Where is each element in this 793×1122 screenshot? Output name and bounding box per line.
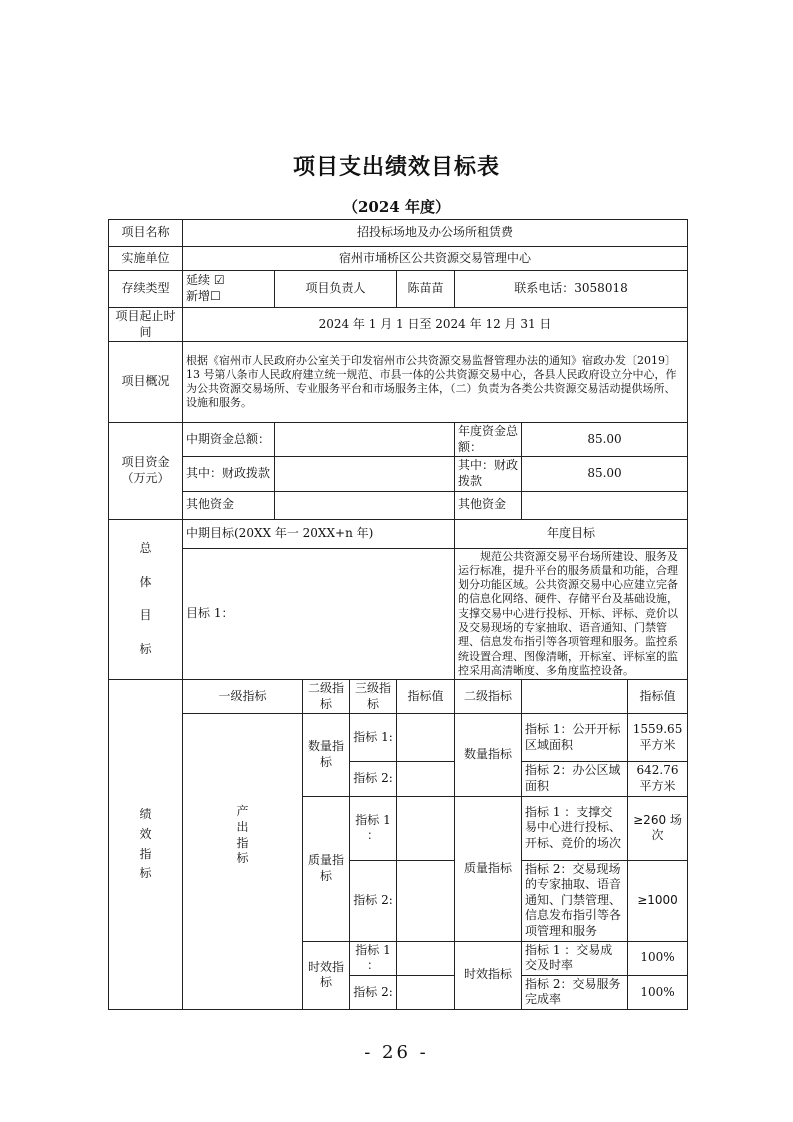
quality-ind1: 指标 1 ： — [350, 796, 397, 860]
mid-other-value — [275, 491, 455, 519]
quality-val1-text: ≥260 场次 — [628, 796, 688, 860]
performance-target-table — [108, 219, 688, 1010]
performance-indicators-label: 绩 效 指 标 — [109, 680, 183, 1010]
page-number: - 26 - — [364, 1042, 429, 1063]
indicator-blank-header — [522, 680, 628, 714]
mid-total-label: 中期资金总额： — [183, 423, 275, 457]
quantity-ind1: 指标 1: — [350, 714, 397, 762]
level3-header: 三级指标 — [350, 680, 397, 714]
annual-fiscal-label: 其中：财政拨款 — [455, 457, 522, 491]
quantity-label-2: 数量指标 — [455, 714, 522, 796]
timeliness-val1 — [397, 941, 455, 975]
quality-val2-text: ≥1000 — [628, 860, 688, 941]
annual-total-label: 年度资金总额： — [455, 423, 522, 457]
quality-val2 — [397, 860, 455, 941]
timeliness-ind1-text: 指标 1 ：交易成交及时率 — [522, 941, 628, 975]
funds-label: 项目资金（万元） — [109, 423, 183, 519]
unit-value: 宿州市埇桥区公共资源交易管理中心 — [183, 247, 688, 271]
quantity-val1 — [397, 714, 455, 762]
mid-total-value — [275, 423, 455, 457]
timeliness-ind2-text: 指标 2：交易服务完成率 — [522, 975, 628, 1009]
value2-header: 指标值 — [628, 680, 688, 714]
timeliness-ind2: 指标 2: — [350, 975, 397, 1009]
timeliness-val2 — [397, 975, 455, 1009]
annual-fiscal-value: 85.00 — [522, 457, 688, 491]
period-label: 项目起止时间 — [109, 308, 183, 342]
document-title: 项目支出绩效目标表 — [292, 155, 500, 180]
type-continue-checkbox: 延续 ☑ — [186, 273, 225, 288]
quality-ind2: 指标 2: — [350, 860, 397, 941]
overview-text: 根据《宿州市人民政府办公室关于印发宿州市公共资源交易监督管理办法的通知》宿政办发〔2019〕13 号第八条市人民政府建立统一规范、市县一体的公共资源交易中心，各县人民政府设立分中心，作为公共资源交易场所、专业服务平台和市场服务主体，（二）负责为各类公共资源交易活动提供场所、设施和服务。 — [183, 342, 688, 423]
timeliness-val2-text: 100% — [628, 975, 688, 1009]
quantity-label: 数量指标 — [303, 714, 350, 796]
quality-ind2-text: 指标 2：交易现场的专家抽取、语音通知、门禁管理、信息发布指引等各项管理和服务 — [522, 860, 628, 941]
mid-fiscal-label: 其中：财政拨款 — [183, 457, 275, 491]
quantity-ind2: 指标 2: — [350, 762, 397, 796]
annual-goal-text: 规范公共资源交易平台场所建设、服务及运行标准，提升平台的服务质量和功能，合理划分功能区域。公共资源交易中心应建立完备的信息化网络、硬件、存储平台及基础设施，支撑交易中心进行投标、开标、评标、竞价以及交易现场的专家抽取、语音通知、门禁管理、信息发布指引等各项管理和服务。监控系统设置合理、图像清晰，开标室、评标室的监控采用高清晰度、多角度监控设备。 — [455, 548, 688, 680]
annual-total-value: 85.00 — [522, 423, 688, 457]
level2b-header: 二级指标 — [455, 680, 522, 714]
quantity-val1-text: 1559.65 平方米 — [628, 714, 688, 762]
mid-fiscal-value — [275, 457, 455, 491]
quality-label-2: 质量指标 — [455, 796, 522, 941]
leader-label: 项目负责人 — [275, 271, 397, 308]
overall-goal-label: 总 体 目 标 — [109, 519, 183, 680]
value-header: 指标值 — [397, 680, 455, 714]
timeliness-ind1: 指标 1 ： — [350, 941, 397, 975]
output-indicators-label: 产 出 指 标 — [183, 714, 303, 1010]
quality-label: 质量指标 — [303, 796, 350, 941]
annual-other-value — [522, 491, 688, 519]
project-name-label: 项目名称 — [109, 220, 183, 247]
mid-other-label: 其他资金 — [183, 491, 275, 519]
mid-goal-header: 中期目标(20XX 年一 20XX+n 年) — [183, 519, 455, 548]
unit-label: 实施单位 — [109, 247, 183, 271]
overview-label: 项目概况 — [109, 342, 183, 423]
leader-value: 陈苗苗 — [397, 271, 455, 308]
type-label: 存续类型 — [109, 271, 183, 308]
timeliness-val1-text: 100% — [628, 941, 688, 975]
timeliness-label-2: 时效指标 — [455, 941, 522, 1009]
quantity-val2-text: 642.76 平方米 — [628, 762, 688, 796]
document-year: （2024 年度） — [343, 198, 450, 216]
level1-header: 一级指标 — [183, 680, 303, 714]
mid-goal-1: 目标 1： — [183, 548, 455, 680]
quality-val1 — [397, 796, 455, 860]
annual-other-label: 其他资金 — [455, 491, 522, 519]
level2-header: 二级指标 — [303, 680, 350, 714]
period-value: 2024 年 1 月 1 日至 2024 年 12 月 31 日 — [183, 308, 688, 342]
quantity-val2 — [397, 762, 455, 796]
quality-ind1-text: 指标 1 ：支撑交易中心进行投标、开标、竞价的场次 — [522, 796, 628, 860]
phone-value: 联系电话：3058018 — [455, 271, 688, 308]
type-new-checkbox: 新增☐ — [186, 289, 221, 303]
quantity-ind2-text: 指标 2：办公区域面积 — [522, 762, 628, 796]
quantity-ind1-text: 指标 1：公开开标区域面积 — [522, 714, 628, 762]
timeliness-label: 时效指标 — [303, 941, 350, 1009]
project-name-value: 招投标场地及办公场所租赁费 — [183, 220, 688, 247]
annual-goal-header: 年度目标 — [455, 519, 688, 548]
